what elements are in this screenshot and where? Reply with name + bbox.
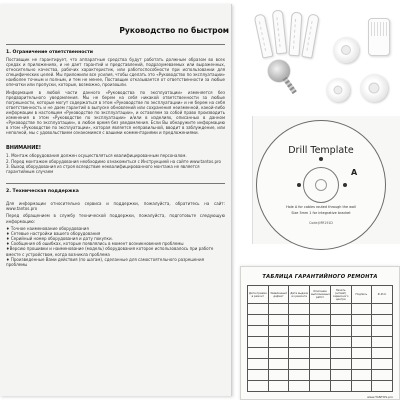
table-cell [289,315,310,326]
table-cell [330,348,351,359]
warranty-footer: www.TANTOS.pro [367,395,393,399]
table-cell [351,370,372,381]
warranty-column-header: Подпись [351,286,372,304]
table-cell [289,370,310,381]
table-cell [330,326,351,337]
table-cell [248,348,269,359]
wall-anchor-1 [254,13,274,58]
support-item-2: ♦ Сетевые настройки вашего оборудования [6,230,101,236]
drill-hole-left [297,183,301,187]
support-item-5: ♦Версию прошивки и наименование (модель) оборудования которое использовалось при работе вместе с устройством, когда возникла проблема [6,246,214,257]
table-cell [289,381,310,392]
table-cell [372,359,393,370]
table-row [248,315,393,326]
table-cell [248,326,269,337]
table-cell [248,337,269,348]
table-cell [268,359,289,370]
manual-title: Руководство по быстром [119,26,229,35]
manual-booklet [0,4,232,396]
table-cell [310,315,331,326]
table-cell [372,337,393,348]
table-cell [289,359,310,370]
table-cell [268,337,289,348]
table-cell [248,370,269,381]
support-item-3: ♦ Серийный номер оборудования и дату покупки. [6,236,113,241]
table-cell [289,326,310,337]
rubber-cap-top [333,37,359,63]
table-cell [310,381,331,392]
table-cell [372,381,393,392]
table-cell [351,381,372,392]
table-cell [248,304,269,315]
table-cell [330,381,351,392]
table-cell [248,315,269,326]
warranty-column-header: Заявленный дефект [268,286,289,304]
attention-heading: ВНИМАНИЕ! [6,145,42,152]
table-cell [248,359,269,370]
warranty-column-header: Ф.И.О. [372,286,393,304]
screw-shank [282,77,296,95]
support-item-1: ♦ Точное наименование оборудования [6,225,89,231]
warranty-card [240,266,400,400]
table-row [248,326,393,337]
table-cell [330,370,351,381]
rubber-cap-middle [326,78,350,102]
section2-heading: 2. Техническая поддержка [6,189,79,195]
template-center-hole [315,179,327,191]
table-cell [351,359,372,370]
table-cell [268,348,289,359]
table-cell [289,304,310,315]
table-cell [268,304,289,315]
support-item-6: ♦ Произведенные Вами действия (по шагам), сделанные для самостоятельного разрешения проблемы [6,256,204,268]
table-cell [289,337,310,348]
table-cell [310,370,331,381]
table-cell [310,326,331,337]
table-cell [372,370,393,381]
drill-hole-right [343,183,347,187]
hole-a-label: A [351,168,358,177]
table-cell [351,315,372,326]
drill-template-disc [256,120,386,250]
template-caption-1: Hole A for cables routed through the wall [286,205,356,209]
table-cell [330,304,351,315]
warranty-body [248,304,393,392]
table-cell [248,381,269,392]
table-cell [310,348,331,359]
table-cell [268,315,289,326]
manual-divider-2 [6,183,225,184]
cable-seal-plug [368,18,390,56]
table-cell [310,337,331,348]
table-row [248,337,393,348]
attention-item-3: 3. Выход оборудования из строя вследствие неквалифицированного монтажа не является гарантийным случаем [6,163,200,175]
warranty-column-header: Дата выдачи из ремонта [289,286,310,304]
section2-intro-2: Перед обращением в службу технической поддержки, пожалуйста, подготовьте следующую информацию: [6,213,225,224]
attention-item-2: 2. Перед монтажом оборудования необходимо ознакомиться с Инструкцией на сайте www.tantos.pro [6,158,221,164]
table-cell [289,348,310,359]
wall-anchor-4 [301,13,319,58]
table-cell [310,304,331,315]
manual-divider [6,44,225,45]
table-cell [351,304,372,315]
table-cell [268,370,289,381]
support-item-4: ♦ Сообщения об ошибках, которые появлялись в момент возникновения проблемы [6,241,184,247]
table-cell [310,359,331,370]
table-cell [351,326,372,337]
warranty-table [247,285,393,392]
drill-template-title: Drill Template [288,145,354,156]
table-cell [351,337,372,348]
warranty-column-header: Печать (штамп) сервисного центра [330,286,351,304]
wall-anchor-3 [288,12,302,57]
template-caption-2: Size 5mm 1 for integrative bracket [291,211,351,215]
table-cell [268,381,289,392]
table-cell [330,359,351,370]
table-cell [330,315,351,326]
warranty-column-header: Дата приема в ремонт [248,286,269,304]
warranty-title: ТАБЛИЦА ГАРАНТИЙНОГО РЕМОНТА [262,274,378,280]
table-cell [372,315,393,326]
drill-hole-top [319,157,323,161]
section1-paragraph-1: Поставщик не гарантирует, что аппаратные средства будут работать должным образом во всех средах и приложениях, и не дает гарантий и представлений, подразумеваемых или выраженных, относительно качества, рабочих характеристик, или работоспособности при использовании для специфических целей. Мы приложили все усилия, чтобы сделать это «Руководство по эксплуатации» наиболее точным и полным, и тем не менее, Поставщик отказывается от ответственности за любые опечатки или пропуски, которые, возможно, произошли. [6,57,225,88]
table-cell [372,304,393,315]
table-row [248,348,393,359]
warranty-column-header: Описание выполненных работ [310,286,331,304]
template-code: Code:JMR191D [309,221,333,225]
table-cell [372,348,393,359]
table-cell [330,337,351,348]
table-row [248,381,393,392]
wall-anchor-2 [272,10,288,55]
table-cell [372,326,393,337]
table-row [248,304,393,315]
section1-heading: 1. Ограничение ответственности [6,50,94,55]
warranty-header-row [248,286,393,304]
section2-intro-1: Для информации относительно сервиса и поддержки, пожалуйста, обратитесь на сайт: www.tantos.pro [6,201,225,212]
attention-item-1: 1. Монтаж оборудования должен осуществляться квалифицированным персоналом. [6,153,187,159]
rubber-cap-bottom [360,74,388,102]
table-cell [268,326,289,337]
table-cell [351,348,372,359]
section1-paragraph-2: Информация в любой части данного «Руководства по эксплуатации» изменяется без предварительного уведомления. Мы не берем на себя никакой ответственности за любые погрешности, которые могут содержаться в этом «Руководстве по эксплуатации» и не берем на себя ответственность и не даем гарантий в выпуске обновлений или сохранения неизменной, какой-либо информации в настоящем «Руководстве по эксплуатации», и оставляем за собой право производить изменения в этом «Руководстве по эксплуатации» и/или в изделиях, описанных в данном «Руководстве по эксплуатации», в любое время без уведомления. Если Вы обнаружите информацию в этом «Руководстве по эксплуатации», которая является неправильной, вводит в заблуждение, или неполной, мы с удовольствием ознакомимся с вашими комментариями и предложениями. [6,89,225,136]
table-row [248,370,393,381]
table-row [248,359,393,370]
